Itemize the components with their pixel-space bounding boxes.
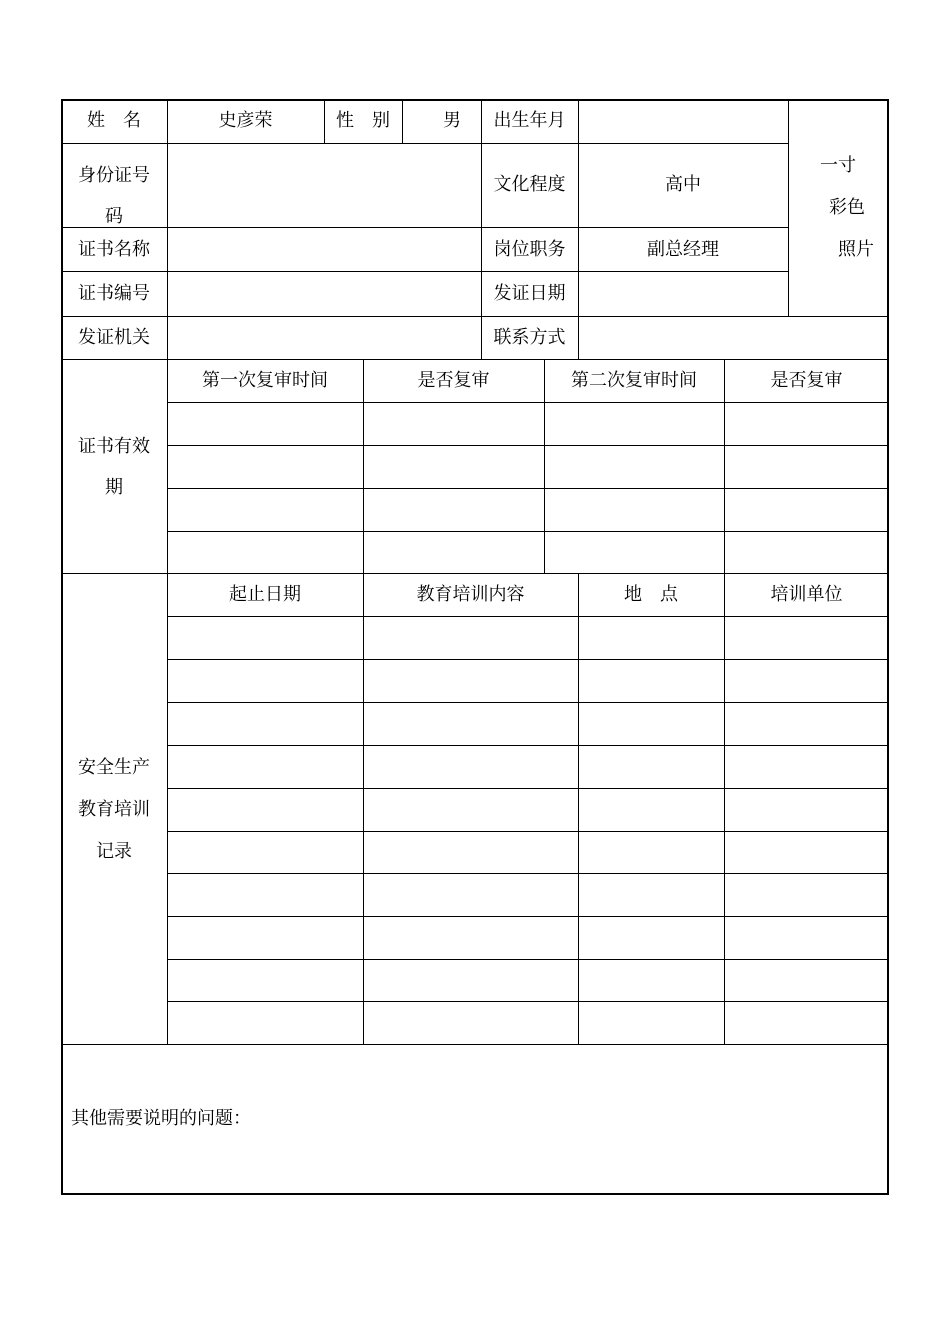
idcard-label-line2: 码: [105, 206, 123, 227]
row-divider: [61, 227, 789, 228]
photo-placeholder-line1: 一寸: [820, 155, 856, 176]
row-divider: [167, 788, 889, 789]
birth-label: 出生年月: [493, 110, 566, 131]
column-divider: [578, 99, 579, 360]
education-label: 文化程度: [493, 174, 566, 195]
column-divider: [363, 573, 364, 1045]
name-value: 史彦荣: [218, 110, 273, 131]
validity-row: [167, 403, 889, 445]
row-divider: [61, 359, 889, 360]
gender-label: 性 别: [336, 110, 390, 131]
column-divider: [724, 573, 725, 1045]
position-label: 岗位职务: [493, 239, 566, 260]
education-value: 高中: [665, 174, 701, 195]
training-col-location: 地 点: [624, 584, 678, 605]
row-divider: [167, 916, 889, 917]
training-col-content: 教育培训内容: [416, 584, 525, 605]
cert-no-label: 证书编号: [78, 283, 150, 304]
validity-row: [167, 489, 889, 531]
cert-name-label: 证书名称: [78, 239, 150, 260]
row-divider: [167, 745, 889, 746]
training-col-dates: 起止日期: [229, 584, 301, 605]
authority-label: 发证机关: [78, 327, 150, 348]
column-divider: [578, 573, 579, 1045]
row-divider: [167, 873, 889, 874]
photo-placeholder-line2: 彩色: [829, 197, 865, 218]
row-divider: [167, 616, 889, 617]
row-divider: [167, 831, 889, 832]
row-divider: [61, 271, 789, 272]
validity-label-line2: 期: [105, 477, 123, 498]
validity-col-reviewed-1: 是否复审: [417, 370, 490, 391]
training-label-line2: 教育培训: [78, 799, 150, 820]
position-value: 副总经理: [647, 239, 719, 260]
section-divider: [61, 573, 889, 574]
validity-col-second-review: 第二次复审时间: [571, 370, 697, 391]
validity-label: [61, 426, 167, 508]
notes-label: 其他需要说明的问题：: [71, 1108, 251, 1129]
row-divider: [61, 316, 889, 317]
validity-row: [167, 532, 889, 573]
idcard-label-line1: 身份证号: [78, 165, 150, 186]
column-divider: [788, 99, 789, 317]
row-divider: [167, 959, 889, 960]
section-divider: [61, 1044, 889, 1045]
contact-label: 联系方式: [493, 327, 566, 348]
gender-value: 男: [443, 110, 461, 131]
name-label: 姓 名: [87, 110, 141, 131]
validity-label-line1: 证书有效: [78, 436, 150, 457]
training-col-organizer: 培训单位: [770, 584, 843, 605]
photo-placeholder-line3: 照片: [838, 239, 874, 260]
row-divider: [167, 1001, 889, 1002]
personnel-certificate-form: [61, 99, 889, 1195]
idcard-label: [61, 155, 167, 237]
column-divider: [481, 99, 482, 360]
row-divider: [167, 702, 889, 703]
training-label-line3: 记录: [96, 841, 132, 862]
validity-col-reviewed-2: 是否复审: [770, 370, 843, 391]
training-label-line1: 安全生产: [78, 757, 150, 778]
row-divider: [167, 659, 889, 660]
validity-row: [167, 446, 889, 488]
validity-col-first-review: 第一次复审时间: [202, 370, 328, 391]
row-divider: [61, 143, 789, 144]
training-label: [61, 747, 167, 873]
issue-date-label: 发证日期: [493, 283, 566, 304]
